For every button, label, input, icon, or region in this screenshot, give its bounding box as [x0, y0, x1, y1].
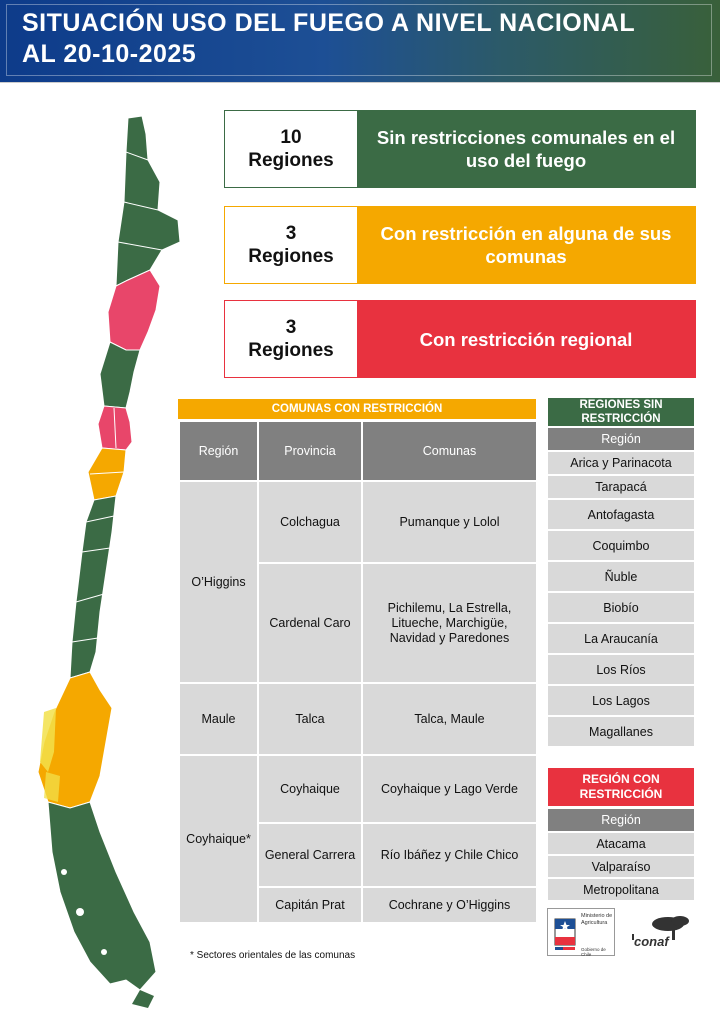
col-header-region: Región [179, 421, 258, 481]
cell-comunas: Pumanque y Lolol [362, 481, 537, 563]
list-item: Antofagasta [548, 500, 694, 529]
ministerio-logo [547, 908, 615, 956]
regiones-sin-list [548, 428, 694, 748]
header-banner [0, 0, 720, 82]
map-region-magallanes [48, 802, 156, 990]
divider [0, 82, 720, 83]
comunas-table-title: COMUNAS CON RESTRICCIÓN [178, 399, 536, 419]
title-line-1: SITUACIÓN USO DEL FUEGO A NIVEL NACIONAL [22, 9, 636, 37]
list-item: Coquimbo [548, 531, 694, 560]
summary-label: Con restricción en alguna de sus comunas [357, 207, 695, 283]
list-item: La Araucanía [548, 624, 694, 653]
regiones-sin-title: REGIONES SIN RESTRICCIÓN [548, 398, 694, 426]
list-item: Tarapacá [548, 476, 694, 498]
count-number: 3 [285, 223, 297, 244]
count-unit: Regiones [248, 340, 334, 361]
gobierno-text: Gobierno de Chile [581, 947, 606, 957]
cell-comunas: Coyhaique y Lago Verde [362, 755, 537, 823]
list-item: Magallanes [548, 717, 694, 746]
cell-comunas: Río Ibáñez y Chile Chico [362, 823, 537, 887]
cell-region: Coyhaique* [179, 755, 258, 923]
title-line-2: AL 20-10-2025 [22, 40, 197, 68]
cell-provincia: Capitán Prat [258, 887, 362, 923]
conaf-text: conaf [634, 934, 669, 949]
cell-comunas: Pichilemu, La Estrella, Litueche, Marchigüe, Navidad y Paredones [362, 563, 537, 683]
map-region-coquimbo [100, 342, 140, 408]
col-header-provincia: Provincia [258, 421, 362, 481]
list-item: Los Lagos [548, 686, 694, 715]
summary-label: Con restricción regional [357, 301, 695, 377]
comunas-table [178, 420, 538, 924]
cell-comunas: Talca, Maule [362, 683, 537, 755]
summary-count [225, 301, 357, 377]
count-number: 10 [280, 127, 302, 148]
cell-provincia: Coyhaique [258, 755, 362, 823]
summary-sin-restricciones [224, 110, 696, 188]
ministerio-text: Ministerio de Agricultura [581, 913, 613, 926]
cell-provincia: General Carrera [258, 823, 362, 887]
cell-comunas: Cochrane y O’Higgins [362, 887, 537, 923]
list-item: Biobío [548, 593, 694, 622]
cell-region: O’Higgins [179, 481, 258, 683]
list-item: Valparaíso [548, 856, 694, 877]
footnote: * Sectores orientales de las comunas [190, 950, 356, 961]
summary-label: Sin restricciones comunales en el uso del fuego [357, 111, 695, 187]
cell-provincia: Colchagua [258, 481, 362, 563]
list-item: Metropolitana [548, 879, 694, 900]
summary-count [225, 111, 357, 187]
list-item: Arica y Parinacota [548, 452, 694, 474]
list-header: Región [548, 809, 694, 831]
map-region-south-central [70, 496, 116, 678]
summary-restriccion-regional [224, 300, 696, 378]
page-title [22, 8, 712, 70]
list-item: Los Ríos [548, 655, 694, 684]
count-unit: Regiones [248, 246, 334, 267]
summary-restriccion-comunas [224, 206, 696, 284]
table-row [179, 481, 537, 563]
cell-provincia: Talca [258, 683, 362, 755]
col-header-comunas: Comunas [362, 421, 537, 481]
map-region-north [116, 116, 180, 286]
table-row [179, 683, 537, 755]
cell-region: Maule [179, 683, 258, 755]
region-con-list [548, 809, 694, 902]
chile-map [30, 112, 190, 1020]
coat-of-arms-icon [550, 913, 580, 953]
list-item: Ñuble [548, 562, 694, 591]
count-unit: Regiones [248, 150, 334, 171]
table-header-row [179, 421, 537, 481]
cell-provincia: Cardenal Caro [258, 563, 362, 683]
list-header: Región [548, 428, 694, 450]
summary-count [225, 207, 357, 283]
table-row [179, 755, 537, 823]
list-item: Atacama [548, 833, 694, 854]
region-con-title: REGIÓN CON RESTRICCIÓN [548, 768, 694, 806]
count-number: 3 [285, 317, 297, 338]
conaf-logo [628, 912, 694, 952]
